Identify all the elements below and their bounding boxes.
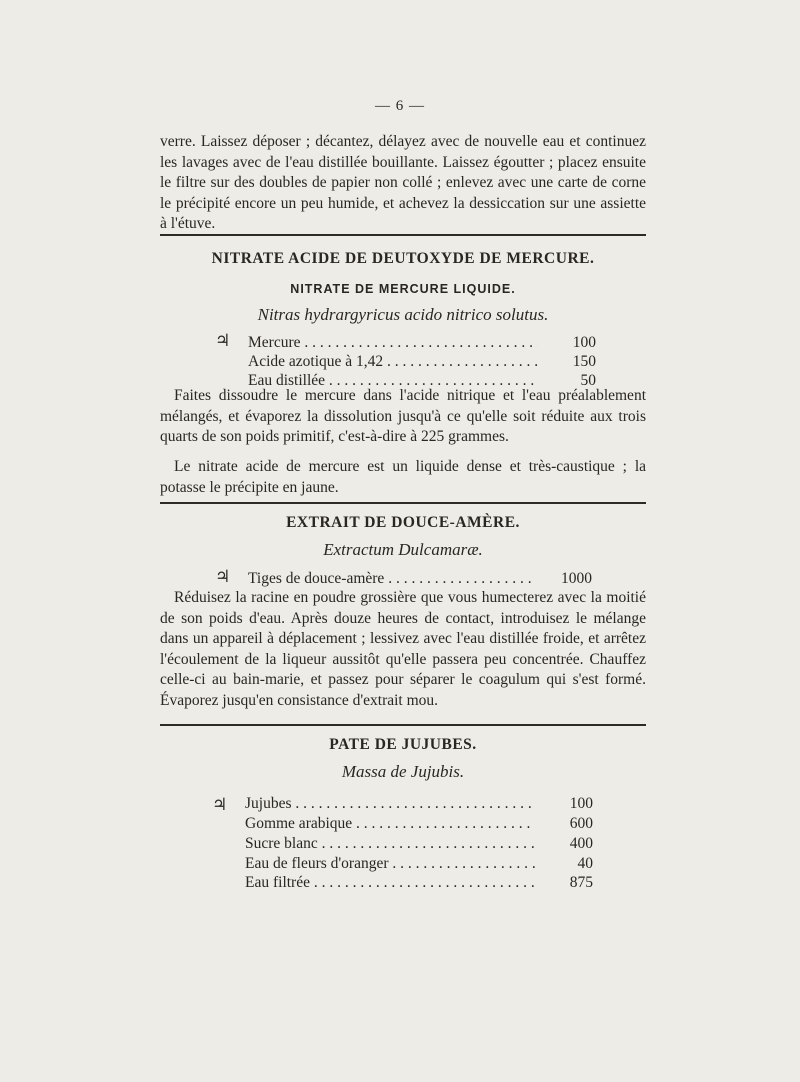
ingredient-name: Gomme arabique . . . xyxy=(245,814,535,834)
ingredient-qty: 40 xyxy=(577,855,593,872)
ingredient-row xyxy=(248,333,596,353)
section-title-pate: PATE DE JUJUBES. xyxy=(329,736,477,753)
ingredient-qty: 1000 xyxy=(561,570,592,587)
paragraph-extrait-method: Réduisez la racine en poudre grossière que vous humecterez avec la moitié de son poids d'eau. Après douze heures de contact, introduisez le mélange dans un appareil à déplacement ; lessivez avec l'eau distillée froide, et arrêtez l'écoulement de la liqueur aussitôt qu'elle passera peu concentrée. Chauffez celle-ci au bain-marie, et passez pour séparer le coagulum qui s'est formé. Évaporez jusqu'en consistance d'extrait mou. xyxy=(160,589,646,709)
jupiter-symbol-icon: ♃ xyxy=(212,795,228,814)
section-divider xyxy=(160,234,646,236)
ingredient-row xyxy=(248,352,596,372)
ingredient-name: Jujubes . . . xyxy=(245,794,535,814)
section-title-extrait: EXTRAIT DE DOUCE-AMÈRE. xyxy=(286,514,520,531)
latin-name-nitrate: Nitras hydrargyricus acido nitrico solutus. xyxy=(257,305,549,324)
ingredient-qty: 400 xyxy=(569,835,593,852)
paragraph-nitrate-note: Le nitrate acide de mercure est un liquide dense et très-caustique ; la potasse le précipite en jaune. xyxy=(160,458,646,496)
ingredient-name: Eau de fleurs d'oranger . . . xyxy=(245,854,535,874)
ingredient-qty: 600 xyxy=(569,815,593,832)
latin-name-extrait: Extractum Dulcamaræ. xyxy=(323,540,483,559)
section-subtitle-nitrate: NITRATE DE MERCURE LIQUIDE. xyxy=(290,282,516,296)
ingredient-row xyxy=(245,834,593,854)
page-number: — 6 — xyxy=(375,98,425,114)
ingredient-name: Tiges de douce-amère . . . xyxy=(248,569,534,589)
ingredient-qty: 100 xyxy=(569,795,593,812)
ingredient-row xyxy=(245,873,593,893)
ingredient-qty: 50 xyxy=(580,372,596,389)
latin-name-pate: Massa de Jujubis. xyxy=(341,762,465,781)
ingredient-qty: 150 xyxy=(572,353,596,370)
jupiter-symbol-icon: ♃ xyxy=(215,331,231,350)
ingredient-name: Mercure . . . xyxy=(248,333,538,353)
section-title-nitrate: NITRATE ACIDE DE DEUTOXYDE DE MERCURE. xyxy=(211,250,595,267)
paragraph-nitrate-method: Faites dissoudre le mercure dans l'acide nitrique et l'eau préalablement mélangés, et évaporez la dissolution jusqu'à ce qu'elle soit réduite aux trois quarts de son poids primitif, c'est-à-dire à 225 grammes. xyxy=(160,387,646,445)
ingredient-row xyxy=(248,569,592,589)
intro-paragraph: verre. Laissez déposer ; décantez, délayez avec de nouvelle eau et continuez les lavages avec de l'eau distillée bouillante. Laissez égoutter ; placez ensuite le filtre sur des doubles de papier non collé ; enlevez avec une carte de corne le précipité encore un peu humide, et achevez la dessiccation sur une assiette à l'étuve. xyxy=(160,133,646,232)
jupiter-symbol-icon: ♃ xyxy=(215,567,231,586)
ingredient-row xyxy=(245,854,593,874)
ingredient-qty: 875 xyxy=(569,874,593,891)
ingredient-row xyxy=(245,814,593,834)
section-divider xyxy=(160,724,646,726)
ingredient-qty: 100 xyxy=(572,334,596,351)
ingredient-name: Acide azotique à 1,42 . . . xyxy=(248,352,538,372)
ingredient-name: Sucre blanc . . . xyxy=(245,834,535,854)
section-divider xyxy=(160,502,646,504)
ingredient-name: Eau filtrée . . . xyxy=(245,873,535,893)
ingredient-name: Eau distillée . . . xyxy=(248,371,538,391)
ingredient-row xyxy=(245,794,593,814)
